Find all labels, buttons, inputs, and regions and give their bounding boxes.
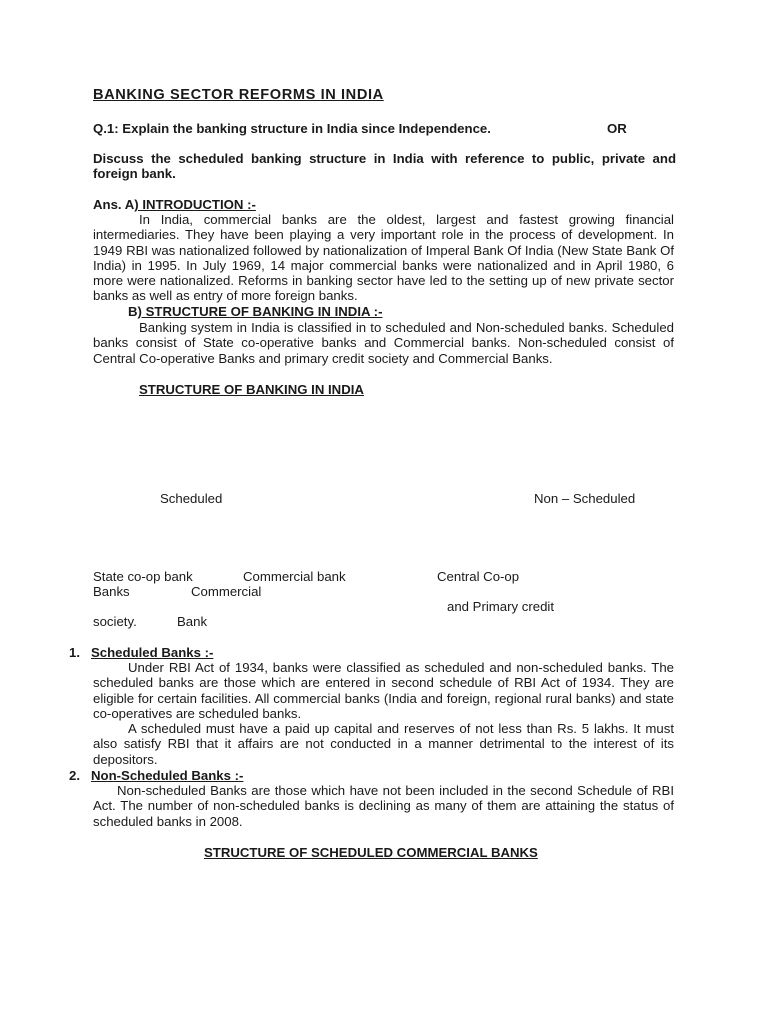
diagram-heading: STRUCTURE OF BANKING IN INDIA <box>139 382 364 397</box>
diagram-scheduled: Scheduled <box>160 491 223 506</box>
intro-heading-line <box>93 197 256 212</box>
section-1-heading: Scheduled Banks :- <box>91 645 214 660</box>
diagram-non-scheduled: Non – Scheduled <box>534 491 636 506</box>
question-label: Q.1: Explain the banking structure in India since Independence. <box>93 121 491 136</box>
section-2-heading: Non-Scheduled Banks :- <box>91 768 244 783</box>
diagram-state-coop-2: Banks <box>93 584 130 599</box>
intro-heading: ) INTRODUCTION :- <box>134 197 256 212</box>
diagram-state-coop-3: society. <box>93 614 137 629</box>
diagram-central-1: Central Co-op <box>437 569 520 584</box>
structure-paragraph: Banking system in India is classified in to scheduled and Non-scheduled banks. Scheduled banks consist of State co-operative banks and Commercial banks. Non-scheduled consist of Central Co-operative Banks and primary credit society and Commercial Banks. <box>93 320 674 366</box>
question-or: OR <box>607 121 627 136</box>
structure-prefix: B <box>128 304 138 319</box>
diagram-commercial-1: Commercial bank <box>243 569 346 584</box>
diagram-commercial-3: Bank <box>177 614 208 629</box>
document-title: BANKING SECTOR REFORMS IN INDIA <box>93 87 384 103</box>
diagram-central-2: and Primary credit <box>447 599 555 614</box>
section-1-number: 1. <box>69 645 80 660</box>
section-2-number: 2. <box>69 768 80 783</box>
intro-paragraph: In India, commercial banks are the oldest, largest and fastest growing financial intermediaries. They have been playing a very important role in the process of development. In 1949 RBI was nationalized followed by nationalization of Imperal Bank Of India (New State Bank Of India) in 1995. In July 1969, 14 major commercial banks were nationalized and in April 1980, 6 more were nationalized. Reforms in banking sector have led to the setting up of new private sector banks as well as entry of more foreign banks. <box>93 212 674 304</box>
section-2-para-1: Non-scheduled Banks are those which have not been included in the second Schedule of RBI Act. The number of non-scheduled banks is declining as many of them are attaining the status of scheduled banks in 2008. <box>93 783 674 829</box>
section-1-para-2: A scheduled must have a paid up capital and reserves of not less than Rs. 5 lakhs. It must also satisfy RBI that it affairs are not conducted in a manner detrimental to the interest of its depositors. <box>93 721 674 767</box>
diagram-state-coop-1: State co-op bank <box>93 569 193 584</box>
structure-heading-line <box>128 304 382 319</box>
structure-heading: ) STRUCTURE OF BANKING IN INDIA :- <box>137 304 383 319</box>
answer-prefix: Ans. A <box>93 197 135 212</box>
section-1-para-1: Under RBI Act of 1934, banks were classified as scheduled and non-scheduled banks. The scheduled banks are those which are entered in second schedule of RBI Act of 1934. They are eligible for certain facilities. All commercial banks (India and foreign, regional rural banks) and state co-operatives are scheduled banks. <box>93 660 674 721</box>
question-alt: Discuss the scheduled banking structure in India with reference to public, private and foreign bank. <box>93 151 676 182</box>
section-1-body <box>93 660 674 767</box>
footer-heading: STRUCTURE OF SCHEDULED COMMERCIAL BANKS <box>204 845 538 860</box>
diagram-commercial-2: Commercial <box>191 584 262 599</box>
